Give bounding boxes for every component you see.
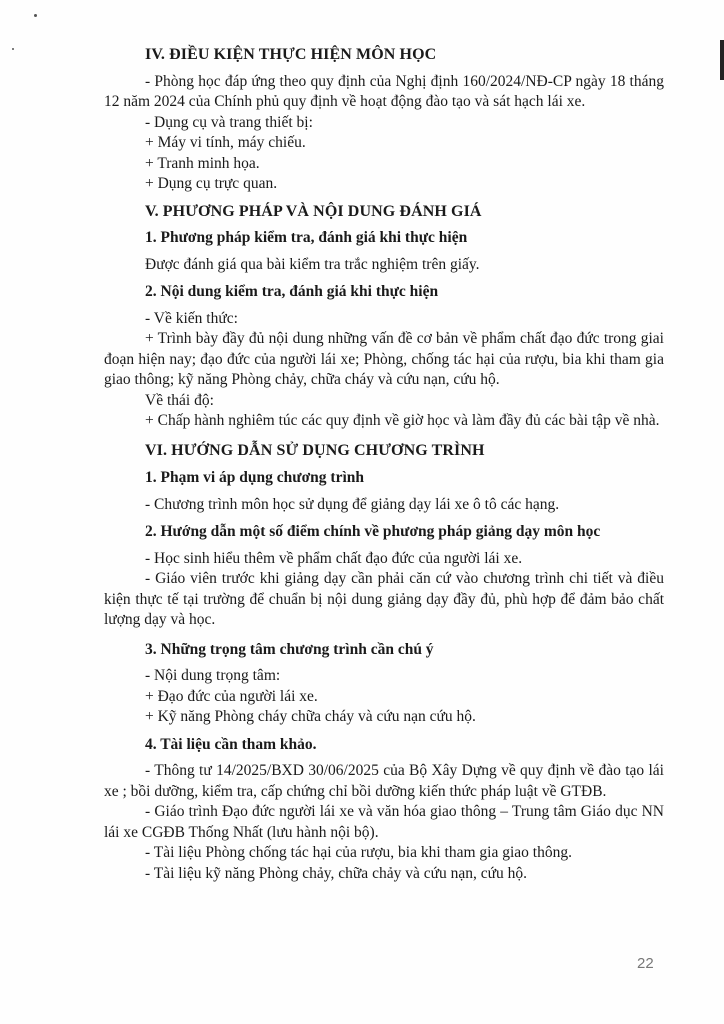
section-4-list-item: + Máy vi tính, máy chiếu.: [145, 134, 306, 151]
section-6-sub3-title: 3. Những trọng tâm chương trình cần chú ý: [145, 640, 434, 658]
section-6-sub3-paragraph: - Nội dung trọng tâm:: [145, 667, 281, 684]
section-4-title: IV. ĐIỀU KIỆN THỰC HIỆN MÔN HỌC: [145, 46, 437, 63]
section-6-sub4-paragraph: - Tài liệu kỹ năng Phòng chảy, chữa chảy và cứu nạn, cứu hộ.: [145, 864, 528, 882]
section-6-sub4-paragraph: - Thông tư 14/2025/BXD 30/06/2025 của Bộ Xây Dựng về quy định về đào tạo lái xe ; bồi dưỡng, kiểm tra, cấp chứng chỉ bồi dưỡng kiến thức pháp luật về GTĐB.: [104, 762, 664, 800]
section-6-sub2-paragraph: - Học sinh hiểu thêm về phẩm chất đạo đức của người lái xe.: [145, 549, 523, 567]
section-6-sub2-paragraph: - Giáo viên trước khi giảng dạy cần phải căn cứ vào chương trình chi tiết và điều kiện thực tế tại trường để chuẩn bị nội dung giảng dạy đầy đủ, phù hợp để đảm bảo chất lượng dạy và học.: [104, 570, 664, 628]
page-number: 22: [637, 955, 654, 972]
section-6-sub3-list-item: + Đạo đức của người lái xe.: [145, 687, 318, 705]
scan-speck: [34, 14, 37, 17]
section-6-sub4-paragraph: - Giáo trình Đạo đức người lái xe và văn hóa giao thông – Trung tâm Giáo dục NN lái xe CGĐB Thống Nhất (lưu hành nội bộ).: [104, 803, 664, 841]
section-4-list-item: + Dụng cụ trực quan.: [145, 175, 278, 192]
scan-edge-mark: [720, 40, 724, 80]
section-5-title: V. PHƯƠNG PHÁP VÀ NỘI DUNG ĐÁNH GIÁ: [145, 202, 482, 220]
section-6-sub2-title: 2. Hướng dẫn một số điểm chính về phương pháp giảng dạy môn học: [145, 523, 601, 540]
section-5-sub2-paragraph: - Về kiến thức:: [145, 309, 238, 327]
section-6-sub4-title: 4. Tài liệu cần tham khảo.: [145, 735, 317, 753]
section-6-sub4-paragraph: - Tài liệu Phòng chống tác hại của rượu, bia khi tham gia giao thông.: [145, 844, 572, 861]
section-6-sub1-title: 1. Phạm vi áp dụng chương trình: [145, 469, 365, 486]
section-5-sub1-title: 1. Phương pháp kiểm tra, đánh giá khi thực hiện: [145, 229, 468, 246]
scan-speck: [12, 48, 14, 50]
section-6-sub1-paragraph: - Chương trình môn học sử dụng để giảng dạy lái xe ô tô các hạng.: [145, 495, 560, 513]
section-4-paragraph: - Dụng cụ và trang thiết bị:: [145, 113, 313, 131]
section-6-sub3-list-item: + Kỹ năng Phòng cháy chữa cháy và cứu nạn cứu hộ.: [145, 708, 476, 725]
section-4-list-item: + Tranh minh họa.: [145, 154, 260, 172]
section-6-title: VI. HƯỚNG DẪN SỬ DỤNG CHƯƠNG TRÌNH: [145, 441, 485, 459]
section-5-sub2-paragraph: + Chấp hành nghiêm túc các quy định về giờ học và làm đầy đủ các bài tập về nhà.: [145, 412, 660, 429]
document-body: [104, 45, 664, 884]
section-4-paragraph: - Phòng học đáp ứng theo quy định của Nghị định 160/2024/NĐ-CP ngày 18 tháng 12 năm 2024 của Chính phủ quy định về hoạt động đào tạo và sát hạch lái xe.: [104, 72, 664, 110]
section-5-sub1-paragraph: Được đánh giá qua bài kiểm tra trắc nghiệm trên giấy.: [145, 255, 480, 273]
section-5-sub2-title: 2. Nội dung kiểm tra, đánh giá khi thực hiện: [145, 283, 439, 300]
section-5-sub2-paragraph: + Trình bày đầy đủ nội dung những vấn đề cơ bản về phẩm chất đạo đức trong giai đoạn hiện nay; đạo đức của người lái xe; Phòng, chống tác hại của rượu, bia khi tham gia giao thông; kỹ năng Phòng chảy, chữa cháy và cứu nạn, cứu hộ.: [104, 330, 664, 388]
section-5-sub2-paragraph: Về thái độ:: [145, 391, 214, 409]
